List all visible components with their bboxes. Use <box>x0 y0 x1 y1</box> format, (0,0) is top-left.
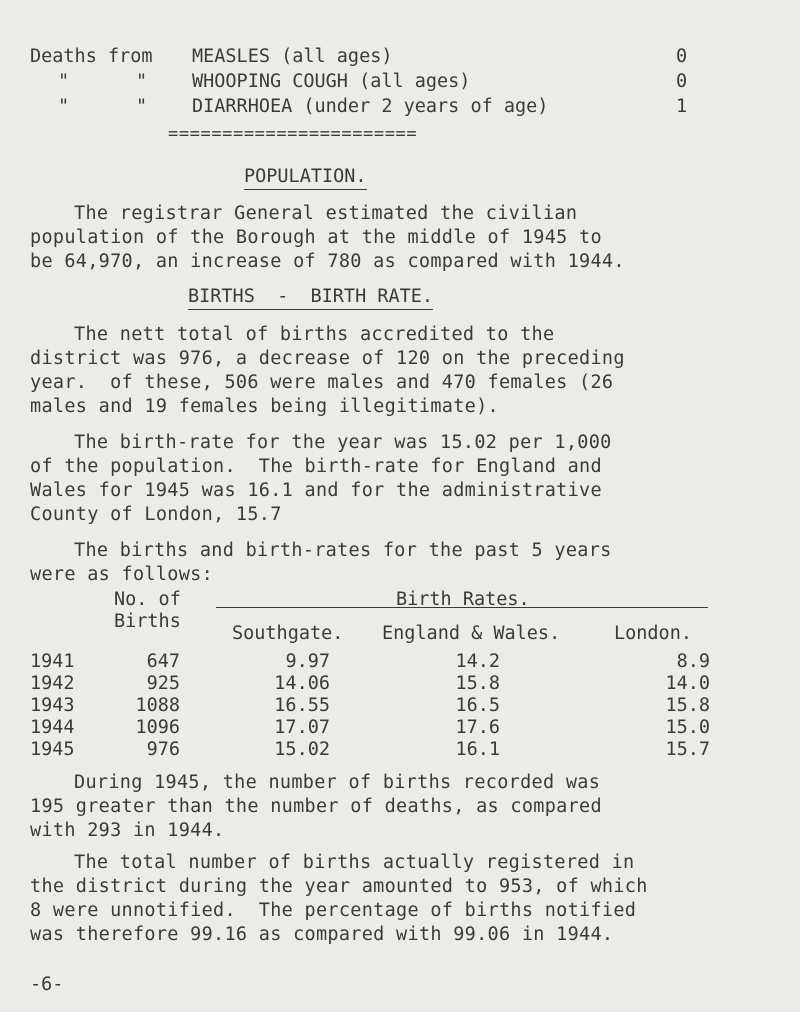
col-header-london: London. <box>614 623 692 644</box>
births-para3-line: were as follows: <box>30 564 214 585</box>
cell-year: 1944 <box>30 717 75 738</box>
population-line: The registrar General estimated the civilian <box>74 203 578 224</box>
births-heading: BIRTHS - BIRTH RATE. <box>188 286 433 310</box>
separator-line: ======================= <box>168 124 418 144</box>
para4-line: 195 greater than the number of deaths, as compared <box>30 796 602 817</box>
births-para3-line: The births and birth-rates for the past 5 years <box>74 540 612 561</box>
cell-year: 1945 <box>30 739 75 760</box>
births-para1-line: The nett total of births accredited to the <box>74 324 555 345</box>
cell-births: 647 <box>146 651 180 672</box>
population-line: be 64,970, an increase of 780 as compared with 1944. <box>30 251 625 272</box>
col-header-southgate: Southgate. <box>232 623 344 644</box>
deaths-cause: MEASLES (all ages) <box>192 46 393 67</box>
para5-line: was therefore 99.16 as compared with 99.06 in 1944. <box>30 924 614 945</box>
deaths-prefix: " " <box>58 96 148 117</box>
cell-births: 925 <box>146 673 180 694</box>
cell-london: 14.0 <box>665 673 710 694</box>
births-para2-line: The birth-rate for the year was 15.02 per 1,000 <box>74 432 612 453</box>
cell-london: 15.7 <box>665 739 710 760</box>
cell-year: 1942 <box>30 673 75 694</box>
cell-london: 8.9 <box>676 651 710 672</box>
births-para1-line: males and 19 females being illegitimate). <box>30 396 499 417</box>
col-header-births: Births <box>114 611 181 632</box>
cell-southgate: 14.06 <box>274 673 330 694</box>
header-rule <box>216 607 708 608</box>
deaths-cause: WHOOPING COUGH (all ages) <box>192 71 471 92</box>
cell-southgate: 9.97 <box>285 651 330 672</box>
col-header-birth-rates: Birth Rates. <box>396 589 530 610</box>
cell-southgate: 15.02 <box>274 739 330 760</box>
cell-england-wales: 14.2 <box>455 651 500 672</box>
births-para2-line: of the population. The birth-rate for England and <box>30 456 602 477</box>
deaths-count: 0 <box>676 46 688 67</box>
cell-england-wales: 16.1 <box>455 739 500 760</box>
page-number: -6- <box>30 974 64 995</box>
deaths-prefix: Deaths from <box>30 46 153 67</box>
cell-year: 1943 <box>30 695 75 716</box>
cell-year: 1941 <box>30 651 75 672</box>
col-header-births: No. of <box>114 589 181 610</box>
deaths-count: 0 <box>676 71 688 92</box>
cell-southgate: 16.55 <box>274 695 330 716</box>
cell-england-wales: 17.6 <box>455 717 500 738</box>
population-line: population of the Borough at the middle of 1945 to <box>30 227 602 248</box>
cell-england-wales: 15.8 <box>455 673 500 694</box>
cell-births: 1096 <box>135 717 180 738</box>
para4-line: with 293 in 1944. <box>30 820 225 841</box>
population-heading: POPULATION. <box>244 166 367 190</box>
cell-london: 15.0 <box>665 717 710 738</box>
para5-line: the district during the year amounted to 953, of which <box>30 876 648 897</box>
births-para1-line: district was 976, a decrease of 120 on the preceding <box>30 348 625 369</box>
cell-england-wales: 16.5 <box>455 695 500 716</box>
cell-births: 1088 <box>135 695 180 716</box>
cell-southgate: 17.07 <box>274 717 330 738</box>
deaths-count: 1 <box>676 96 688 117</box>
births-para2-line: County of London, 15.7 <box>30 504 282 525</box>
births-para2-line: Wales for 1945 was 16.1 and for the administrative <box>30 480 602 501</box>
deaths-prefix: " " <box>58 71 148 92</box>
para4-line: During 1945, the number of births recorded was <box>74 772 601 793</box>
cell-births: 976 <box>146 739 180 760</box>
para5-line: The total number of births actually registered in <box>74 852 635 873</box>
deaths-cause: DIARRHOEA (under 2 years of age) <box>192 96 549 117</box>
col-header-england-wales: England & Wales. <box>382 623 561 644</box>
births-para1-line: year. of these, 506 were males and 470 females (26 <box>30 372 614 393</box>
cell-london: 15.8 <box>665 695 710 716</box>
para5-line: 8 were unnotified. The percentage of births notified <box>30 900 637 921</box>
